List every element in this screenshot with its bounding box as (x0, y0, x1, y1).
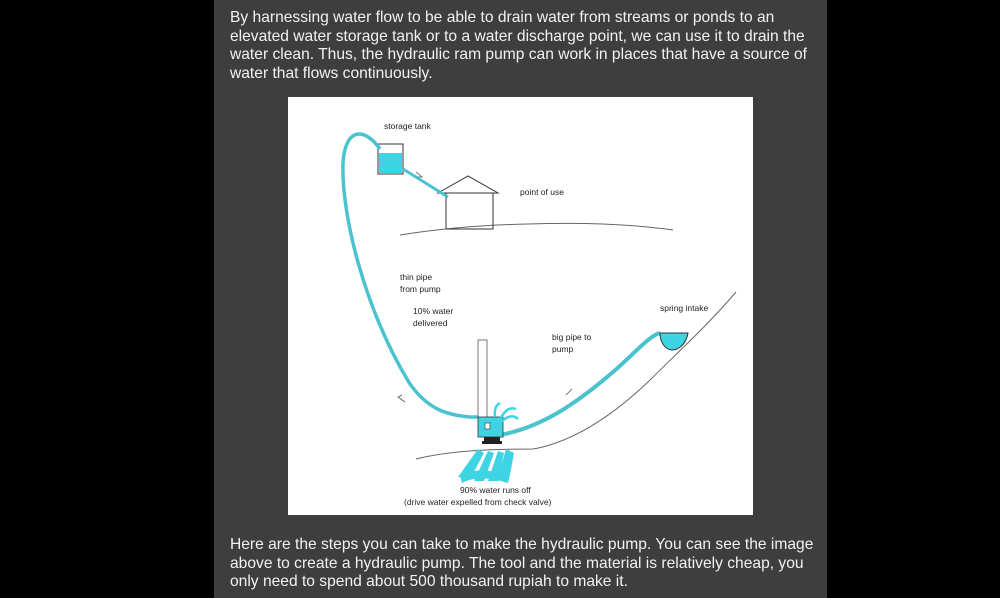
tank-to-house-pipe (403, 169, 448, 197)
diagram-svg (288, 97, 753, 515)
label-point-of-use: point of use (520, 187, 564, 197)
steps-paragraph: Here are the steps you can take to make the hydraulic pump. You can see the image above to create a hydraulic pump. The tool and the material is relatively cheap, you only need to spend about 500 thousand rupiah to make it. (230, 536, 814, 590)
standpipe (478, 340, 487, 420)
label-big-pipe-2: pump (552, 344, 574, 354)
ram-pump-icon (478, 417, 503, 444)
big-pipe (500, 333, 660, 435)
label-water-delivered-2: delivered (413, 318, 448, 328)
hydraulic-ram-pump-diagram (288, 97, 753, 515)
label-water-delivered-1: 10% water (413, 306, 454, 316)
lower-ground-line (416, 292, 736, 459)
label-thin-pipe-1: thin pipe (400, 272, 433, 282)
storage-tank-icon (378, 144, 403, 174)
label-runoff-1: 90% water runs off (460, 485, 531, 495)
label-spring-intake: spring intake (660, 303, 709, 313)
label-runoff-2: (drive water expelled from check valve) (404, 497, 552, 507)
label-storage-tank: storage tank (384, 121, 431, 131)
label-thin-pipe-2: from pump (400, 284, 441, 294)
label-big-pipe-1: big pipe to (552, 332, 592, 342)
intro-paragraph: By harnessing water flow to be able to drain water from streams or ponds to an elevated water storage tank or to a water discharge point, we can use it to drain the water clean. Thus, the hydraulic ram pump can work in places that have a source of water that flows continuously. (230, 9, 807, 82)
article-panel (214, 0, 827, 598)
upper-ground-line (400, 223, 673, 235)
runoff-splash-icon (458, 449, 514, 483)
house-icon (438, 176, 498, 229)
